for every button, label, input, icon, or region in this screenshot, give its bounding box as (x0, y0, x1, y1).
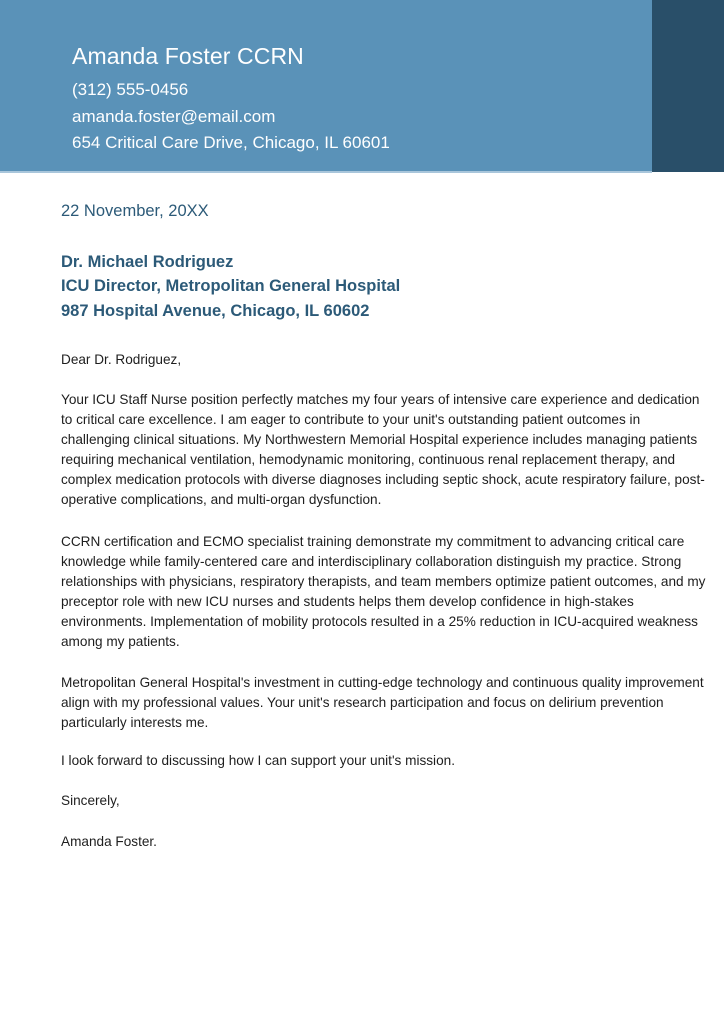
signature: Amanda Foster. (61, 834, 157, 849)
applicant-name: Amanda Foster CCRN (72, 43, 304, 69)
body-paragraph: Your ICU Staff Nurse position perfectly matches my four years of intensive care experience and dedication to critical care excellence. I am eager to contribute to your unit's outstanding patient outcomes in challenging clinical situations. My Northwestern Memorial Hospital experience includes managing patients requiring mechanical ventilation, hemodynamic monitoring, continuous renal replacement therapy, and complex medication protocols with diverse diagnoses including septic shock, acute respiratory failure, post-operative complications, and multi-organ dysfunction. (61, 392, 705, 507)
salutation: Dear Dr. Rodriguez, (61, 352, 182, 367)
header-banner (0, 0, 724, 172)
applicant-email: amanda.foster@email.com (72, 107, 276, 126)
applicant-address: 654 Critical Care Drive, Chicago, IL 60601 (72, 133, 390, 152)
body-paragraph: CCRN certification and ECMO specialist training demonstrate my commitment to advancing critical care knowledge while family-centered care and interdisciplinary collaboration distinguish my practice. Strong relationships with physicians, respiratory therapists, and team members optimize patient outcomes, and my preceptor role with new ICU nurses and students helps them develop confidence in high-stakes environments. Implementation of mobility protocols resulted in a 25% reduction in ICU-acquired weakness among my patients. (61, 534, 706, 649)
recipient-address: 987 Hospital Avenue, Chicago, IL 60602 (61, 302, 370, 320)
recipient-title: ICU Director, Metropolitan General Hospital (61, 277, 401, 295)
header-accent-block (652, 0, 724, 172)
closing: Sincerely, (61, 793, 120, 808)
header-divider (0, 171, 652, 173)
letter-date: 22 November, 20XX (61, 202, 209, 220)
recipient-name: Dr. Michael Rodriguez (61, 253, 234, 271)
body-paragraph: I look forward to discussing how I can support your unit's mission. (61, 753, 455, 768)
body-paragraph: Metropolitan General Hospital's investment in cutting-edge technology and continuous quality improvement align with my professional values. Your unit's research participation and focus on delirium prevention particularly interests me. (61, 675, 704, 730)
applicant-phone: (312) 555-0456 (72, 80, 189, 99)
